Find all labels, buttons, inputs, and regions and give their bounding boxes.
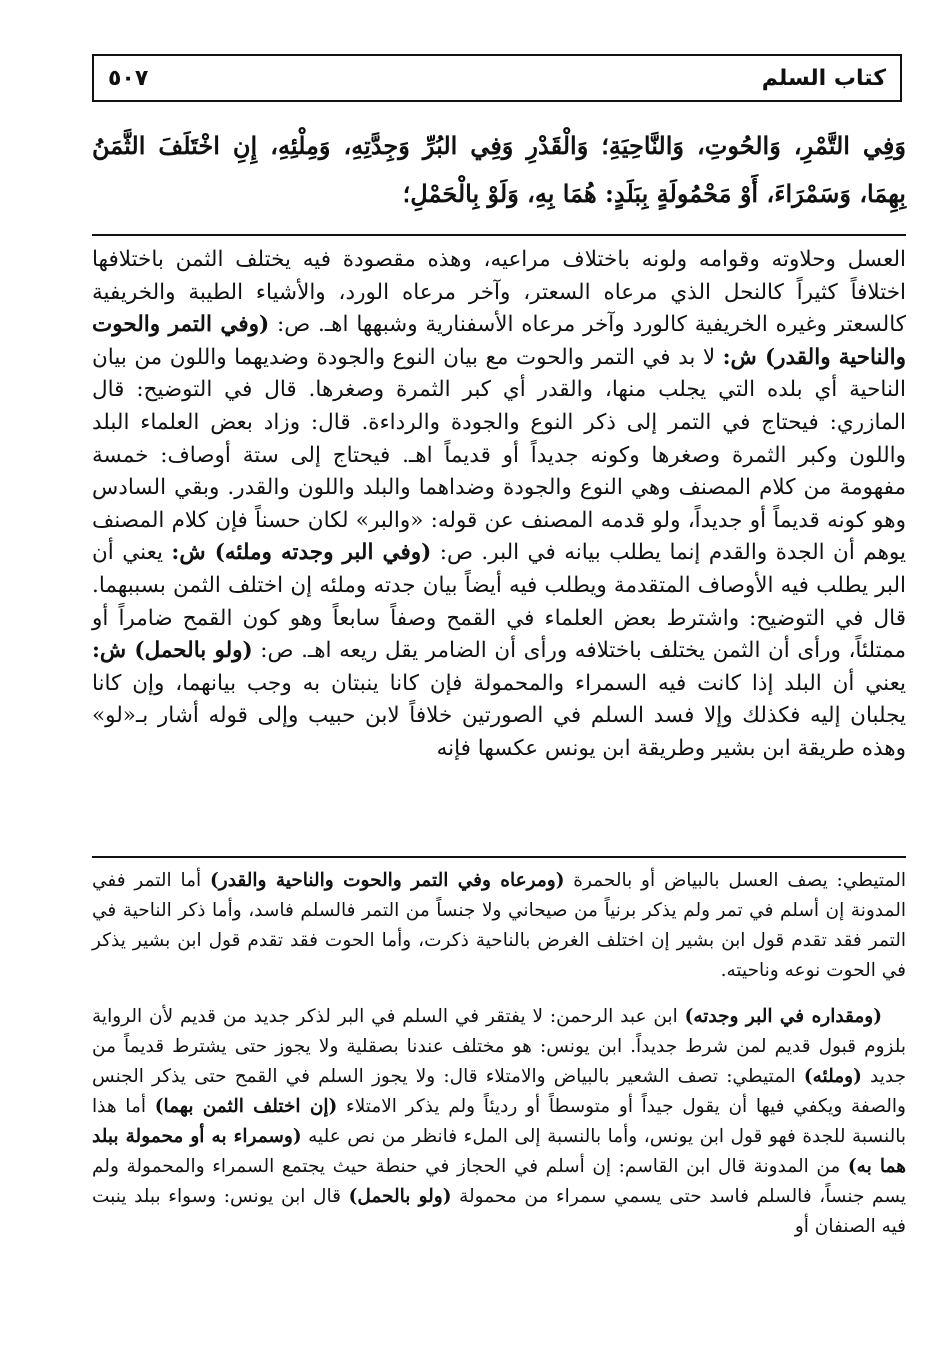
divider-rule xyxy=(92,234,906,236)
main-text: وَفِي التَّمْرِ، وَالحُوتِ، وَالنَّاحِيَةِ؛ وَالْقَدْرِ وَفِي البُرِّ وَجِدَّتِهِ، وَمِلْئِهِ، إِنِ اخْتَلَفَ الثَّمَنُ بِهِمَا، وَسَمْرَاءَ، أَوْ مَحْمُولَةٍ بِبَلَدٍ: هُمَا بِهِ، وَلَوْ بِالْحَمْلِ؛ xyxy=(92,131,906,208)
running-header xyxy=(92,54,902,102)
commentary-text: لا بد في التمر والحوت مع بيان النوع والجودة وضديهما واللون من بيان الناحية أي بلده التي يجلب منها، والقدر أي كبر الثمرة وصغرها. قال في التوضيح: قال المازري: فيحتاج في التمر إلى ذكر النوع والجودة والرداءة. قال: وزاد بعض العلماء البلد واللون وكبر الثمرة وصغرها وكونه جديداً أو قديماً اهـ. فيحتاج إلى ستة أوصاف: خمسة مفهومة من كلام المصنف وهي النوع والجودة وضداهما والبلد واللون والقدر. وبقي السادس وهو كونه قديماً أو جديداً، ولو قدمه المصنف عن قوله: «والبر» لكان حسناً فإن كلام المصنف يوهم أن الجدة والقدم إنما يطلب بيانه في البر. ص: xyxy=(92,344,906,566)
footnote-quote: (ومقداره في البر وجدته) xyxy=(684,1006,882,1027)
commentary-text: يعني أن البلد إذا كانت فيه السمراء والمحمولة فإن كانا ينبتان به وجب بيانهما، وإن كانا يجلبان إليه فكذلك وإلا فسد السلم في الصورتين خلافاً لابن حبيب وإلى قوله أشار بـ«لو» وهذه طريقة ابن بشير وطريقة ابن يونس عكسها فإنه xyxy=(92,670,906,761)
commentary-paragraph xyxy=(92,244,906,766)
quoted-matn: (وفي البر وجدته وملئه) ش: xyxy=(171,540,432,566)
footnote-text: من المدونة قال ابن القاسم: إن أسلم في الحجاز في حنطة حيث يجتمع السمراء والمحمولة ولم يسم جنساً، فالسلم فاسد حتى يسمي سمراء من محمولة xyxy=(92,1156,906,1207)
commentary-text: يعني أن البر يطلب فيه الأوصاف المتقدمة ويطلب فيه أيضاً بيان جدته وملئه إن اختلف الثمن بسببهما. قال في التوضيح: واشترط بعض العلماء في القمح وصفاً سابعاً وهو كون القمح ضامراً أو ممتلئاً، ورأى أن الثمن يختلف باختلافه ورأى أن الضامر يقل ريعه اهـ. ص: xyxy=(92,540,907,664)
footnote-text: أما هذا بالنسبة للجدة فهو قول ابن يونس، وأما بالنسبة إلى الملء فانظر من نص عليه xyxy=(92,1096,906,1147)
footnote-paragraph xyxy=(92,1002,906,1242)
footnote-text: ابن عبد الرحمن: لا يفتقر في السلم في البر لذكر جديد من قديم لأن الرواية بلزوم قبول قديم لمن شرط جديداً. ابن يونس: هو مختلف عندنا بصقلية ولا يجوز حتى يشترط قديماً من جديد xyxy=(92,1006,907,1087)
footnote-quote: (وسمراء به أو محمولة ببلد هما به) xyxy=(92,1126,906,1177)
footnote-quote: (ولو بالحمل) xyxy=(348,1186,452,1207)
chapter-title: كتاب السلم xyxy=(761,65,886,91)
footnote-text: أما التمر ففي المدونة إن أسلم في تمر ولم يذكر برنياً من صيحاني ولا جنساً من التمر فالسلم فاسد، وأما ذكر الناحية في التمر فقد تقدم قول ابن بشير إن اختلف الغرض بالناحية ذكرت، وأما الحوت فقد تقدم قول ابن بشير يذكر في الحوت نوعه وناحيته. xyxy=(92,870,906,981)
footnote-divider xyxy=(92,856,906,858)
footnote-quote: (ومرعاه وفي التمر والحوت والناحية والقدر) xyxy=(210,870,565,891)
footnote-text: المتيطي: يصف العسل بالبياض أو بالحمرة xyxy=(564,870,906,891)
footnote-text: المتيطي: تصف الشعير بالبياض والامتلاء قال: ولا يجوز السلم في القمح حتى يذكر الجنس والصفة ويكفي فيها أن يقول جيداً أو متوسطاً أو رديئاً ولم يذكر الامتلاء xyxy=(92,1066,906,1117)
footnote-quote: (إن اختلف الثمن بهما) xyxy=(154,1096,338,1117)
footnote-quote: (وملئه) xyxy=(803,1066,862,1087)
quoted-matn: (وفي التمر والحوت والناحية والقدر) ش: xyxy=(92,312,906,370)
page-number: ٥٠٧ xyxy=(108,65,149,91)
book-page xyxy=(92,54,906,1344)
commentary xyxy=(92,244,906,766)
footnotes xyxy=(92,866,906,1242)
commentary-text: العسل وحلاوته وقوامه ولونه باختلاف مراعيه، وهذه مقصودة فيه يختلف الثمن باختلافها اختلافاً كثيراً كالنحل الذي مرعاه السعتر، وآخر مرعاه الورد، والأشياء الطيبة والخريفية كالسعتر وغيره الخريفية كالورد وآخر مرعاه الأسفنارية وشبهها اهـ. ص: xyxy=(92,247,906,338)
quoted-matn: (ولو بالحمل) ش: xyxy=(92,638,253,664)
footnote-text: قال ابن يونس: وسواء ببلد ينبت فيه الصنفان أو xyxy=(92,1186,906,1237)
footnote-paragraph xyxy=(92,866,906,986)
